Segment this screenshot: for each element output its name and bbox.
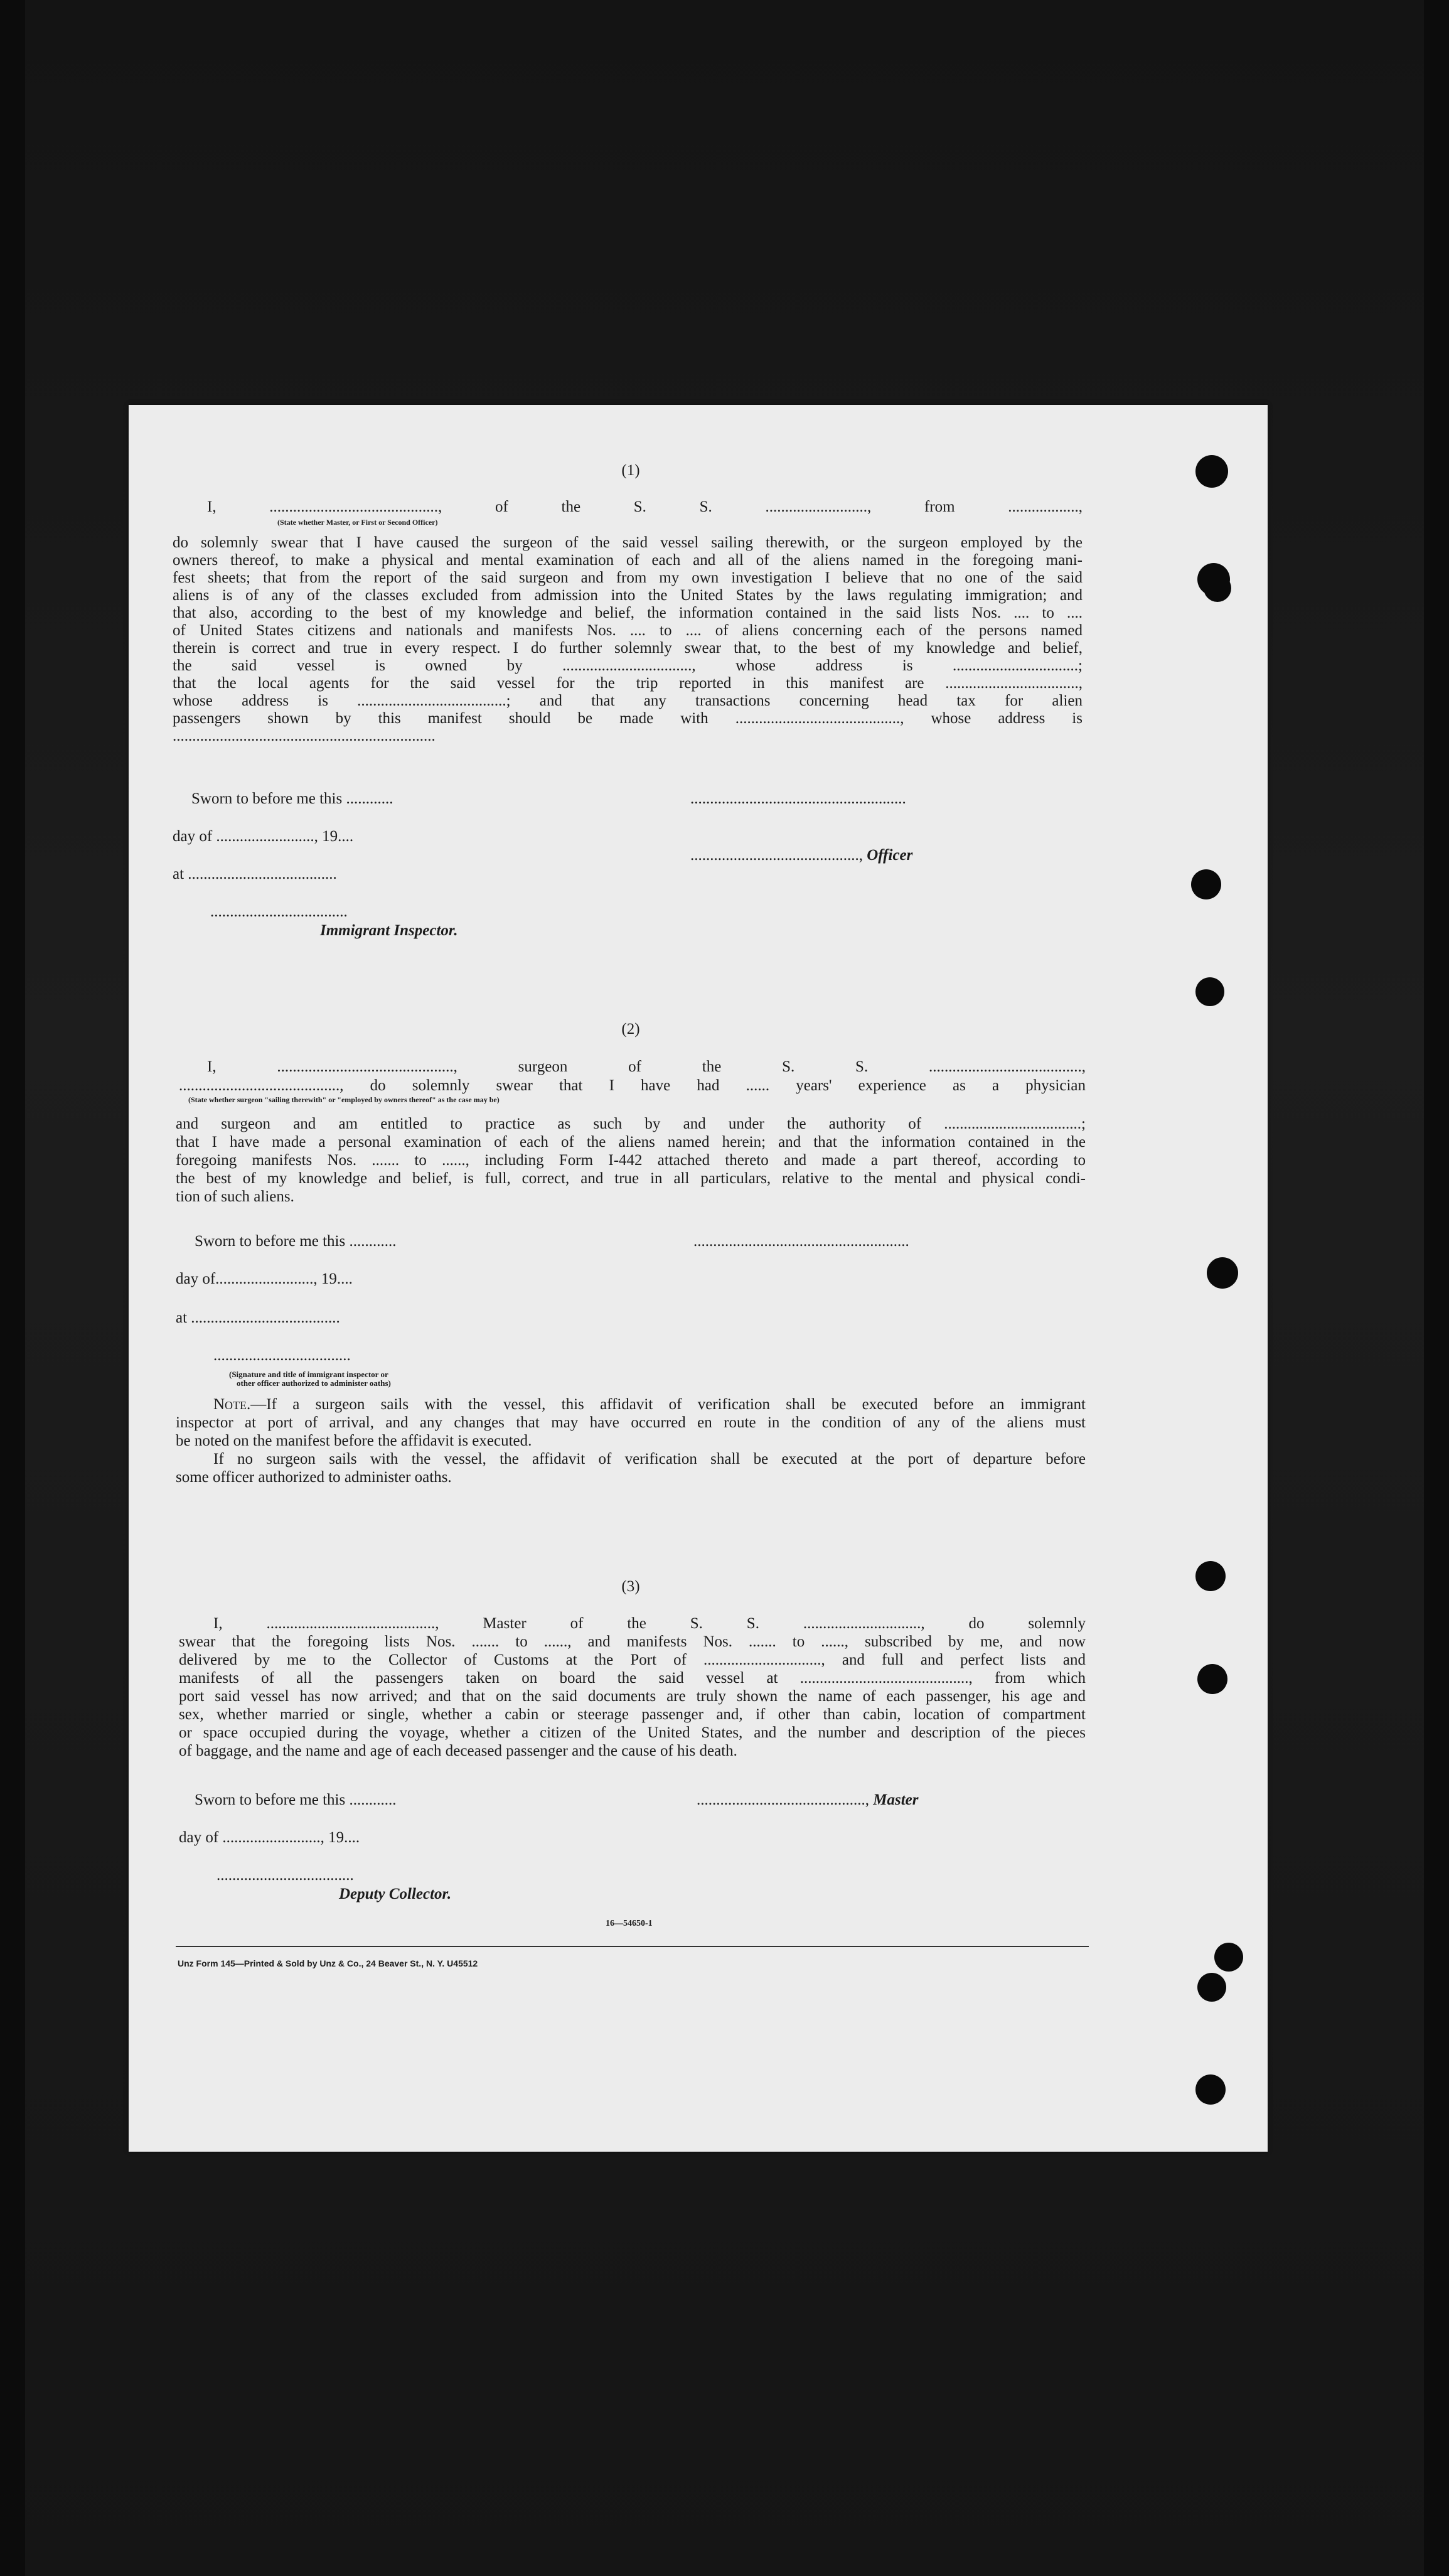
section-2-signature-caption-1: (Signature and title of immigrant inspector or [229, 1370, 388, 1379]
section-2-day: day of........................., 19.... [176, 1270, 353, 1287]
section-1-body-last: ................................................................... [173, 727, 436, 744]
section-1-body-line: fest sheets; that from the report of the said surgeon and from my own investigation I believe that no one of the said [173, 569, 1083, 586]
section-1-caption: (State whether Master, or First or Second Officer) [277, 518, 438, 527]
section-3-body-line: manifests of all the passengers taken on board the said vessel at ..........................................., from which [179, 1670, 1086, 1687]
section-2-number: (2) [621, 1021, 640, 1038]
punch-hole [1195, 977, 1224, 1006]
section-1-body-line: that the local agents for the said vessel for the trip reported in this manifest are .................................., [173, 675, 1083, 692]
section-3-sworn: Sworn to before me this ............ [195, 1791, 397, 1808]
section-1-body-line: the said vessel is owned by ................................., whose address is ................................; [173, 657, 1083, 674]
section-1-body-line: whose address is ......................................; and that any transactions concerning head tax for alien [173, 692, 1083, 709]
section-2-note-last: be noted on the manifest before the affidavit is executed. [176, 1432, 532, 1449]
section-3-day: day of ........................., 19.... [179, 1829, 360, 1846]
form-code: 16—54650-1 [606, 1919, 653, 1928]
section-1-inspector-label: Immigrant Inspector. [320, 922, 458, 939]
section-1-body-line: that also, according to the best of my knowledge and belief, the information contained in the said lists Nos. .... to .... [173, 604, 1083, 621]
section-1-officer-label: Officer [867, 847, 913, 864]
punch-hole [1204, 574, 1231, 602]
section-1-number: (1) [621, 462, 640, 479]
punch-hole [1195, 1561, 1226, 1591]
section-1-inspector-signature-line: ................................... [210, 903, 348, 920]
section-1-officer-dots: ..........................................., [690, 847, 867, 864]
punch-hole [1195, 2074, 1226, 2105]
section-1-body-line: of United States citizens and nationals and manifests Nos. .... to .... of aliens concerning each of the persons named [173, 622, 1083, 639]
section-1-sworn: Sworn to before me this ............ [191, 790, 393, 807]
section-2-first-line: I, ............................................., surgeon of the S. S. ......................................., [207, 1058, 1086, 1075]
section-1-body-line: do solemnly swear that I have caused the surgeon of the said vessel sailing therewith, or the surgeon employed by the [173, 534, 1083, 551]
footer-imprint: Unz Form 145—Printed & Sold by Unz & Co., 24 Beaver St., N. Y. U45512 [178, 1958, 478, 1968]
section-2-caption: (State whether surgeon "sailing therewith" or "employed by owners thereof" as the case may be) [188, 1095, 500, 1104]
section-1-at: at ...................................... [173, 866, 337, 883]
section-3-master-dots: ..........................................., [697, 1791, 874, 1808]
scan-edge-left [0, 0, 25, 2576]
section-1-officer-line [690, 846, 912, 865]
punch-hole [1197, 1973, 1226, 2002]
section-1-body-line: aliens is of any of the classes excluded from admission into the United States by the laws regulating immigration; and [173, 587, 1083, 604]
section-1-sworn-signature-line: ....................................................... [690, 790, 906, 807]
section-1-first-line: I, ..........................................., of the S. S. .........................., from .................., [207, 498, 1083, 515]
punch-hole [1214, 1943, 1243, 1972]
section-1-body-line: passengers shown by this manifest should be made with .........................................., whose address is [173, 710, 1083, 727]
section-2-body-line: that I have made a personal examination of each of the aliens named herein; and that the information contained in the [176, 1134, 1086, 1151]
document-page [129, 405, 1268, 2152]
section-1-body-line: therein is correct and true in every respect. I do further solemnly swear that, to the best of my knowledge and belief, [173, 640, 1083, 657]
section-2-body-line: foregoing manifests Nos. ....... to ......, including Form I-442 attached thereto and made a part thereof, according to [176, 1152, 1086, 1169]
section-3-body-line: port said vessel has now arrived; and that on the said documents are truly shown the name of each passenger, his age and [179, 1688, 1086, 1705]
section-3-number: (3) [621, 1578, 640, 1595]
section-3-body-last: of baggage, and the name and age of each deceased passenger and the cause of his death. [179, 1742, 737, 1759]
section-2-note2-last: some officer authorized to administer oaths. [176, 1469, 452, 1486]
section-2-second-line: ........................................., do solemnly swear that I have had ...... years' experience as a physician [179, 1077, 1086, 1094]
section-3-body-line: sex, whether married or single, whether a cabin or steerage passenger and, if other than cabin, location of compartment [179, 1706, 1086, 1723]
section-2-body-line: the best of my knowledge and belief, is full, correct, and true in all particulars, relative to the mental and physical condi- [176, 1170, 1086, 1187]
section-2-note-label: Note. [213, 1396, 251, 1413]
section-2-note-line: inspector at port of arrival, and any changes that may have occurred en route in the condition of any of the aliens must [176, 1414, 1086, 1431]
section-3-collector-label: Deputy Collector. [339, 1886, 452, 1902]
section-2-signature-line: ................................... [213, 1347, 351, 1364]
section-1-day: day of ........................., 19.... [173, 828, 354, 845]
section-3-master-label: Master [873, 1791, 919, 1808]
section-2-signature-caption-2: other officer authorized to administer oaths) [237, 1378, 391, 1388]
punch-hole [1195, 455, 1228, 488]
scan-edge-right [1424, 0, 1449, 2576]
section-2-body-last: tion of such aliens. [176, 1188, 294, 1205]
punch-hole [1207, 1257, 1238, 1289]
section-2-note2-line: If no surgeon sails with the vessel, the affidavit of verification shall be executed at the port of departure before [213, 1451, 1086, 1468]
section-3-master-line [697, 1791, 918, 1810]
section-3-body-line: swear that the foregoing lists Nos. ....... to ......, and manifests Nos. ....... to ......, subscribed by me, and now [179, 1633, 1086, 1650]
footer-rule [176, 1946, 1089, 1947]
section-2-at: at ...................................... [176, 1309, 340, 1326]
section-2-note-text: —If a surgeon sails with the vessel, this affidavit of verification shall be executed before an immigrant [250, 1396, 1086, 1413]
section-3-body-line: or space occupied during the voyage, whether a citizen of the United States, and the number and description of the pieces [179, 1724, 1086, 1741]
section-2-note-line [213, 1395, 1086, 1414]
section-2-sworn-signature-line: ....................................................... [693, 1233, 909, 1250]
section-3-collector-signature-line: ................................... [217, 1867, 354, 1884]
punch-hole [1191, 869, 1221, 899]
section-2-body-line: and surgeon and am entitled to practice as such by and under the authority of ...................................; [176, 1115, 1086, 1132]
section-2-sworn: Sworn to before me this ............ [195, 1233, 397, 1250]
section-1-body-line: owners thereof, to make a physical and mental examination of each and all of the aliens named in the foregoing mani- [173, 552, 1083, 569]
punch-hole [1197, 1664, 1227, 1694]
section-3-body-line: delivered by me to the Collector of Customs at the Port of .............................., and full and perfect lists and [179, 1651, 1086, 1668]
section-3-body-line: I, ..........................................., Master of the S. S. .............................., do solemnly [213, 1615, 1086, 1632]
